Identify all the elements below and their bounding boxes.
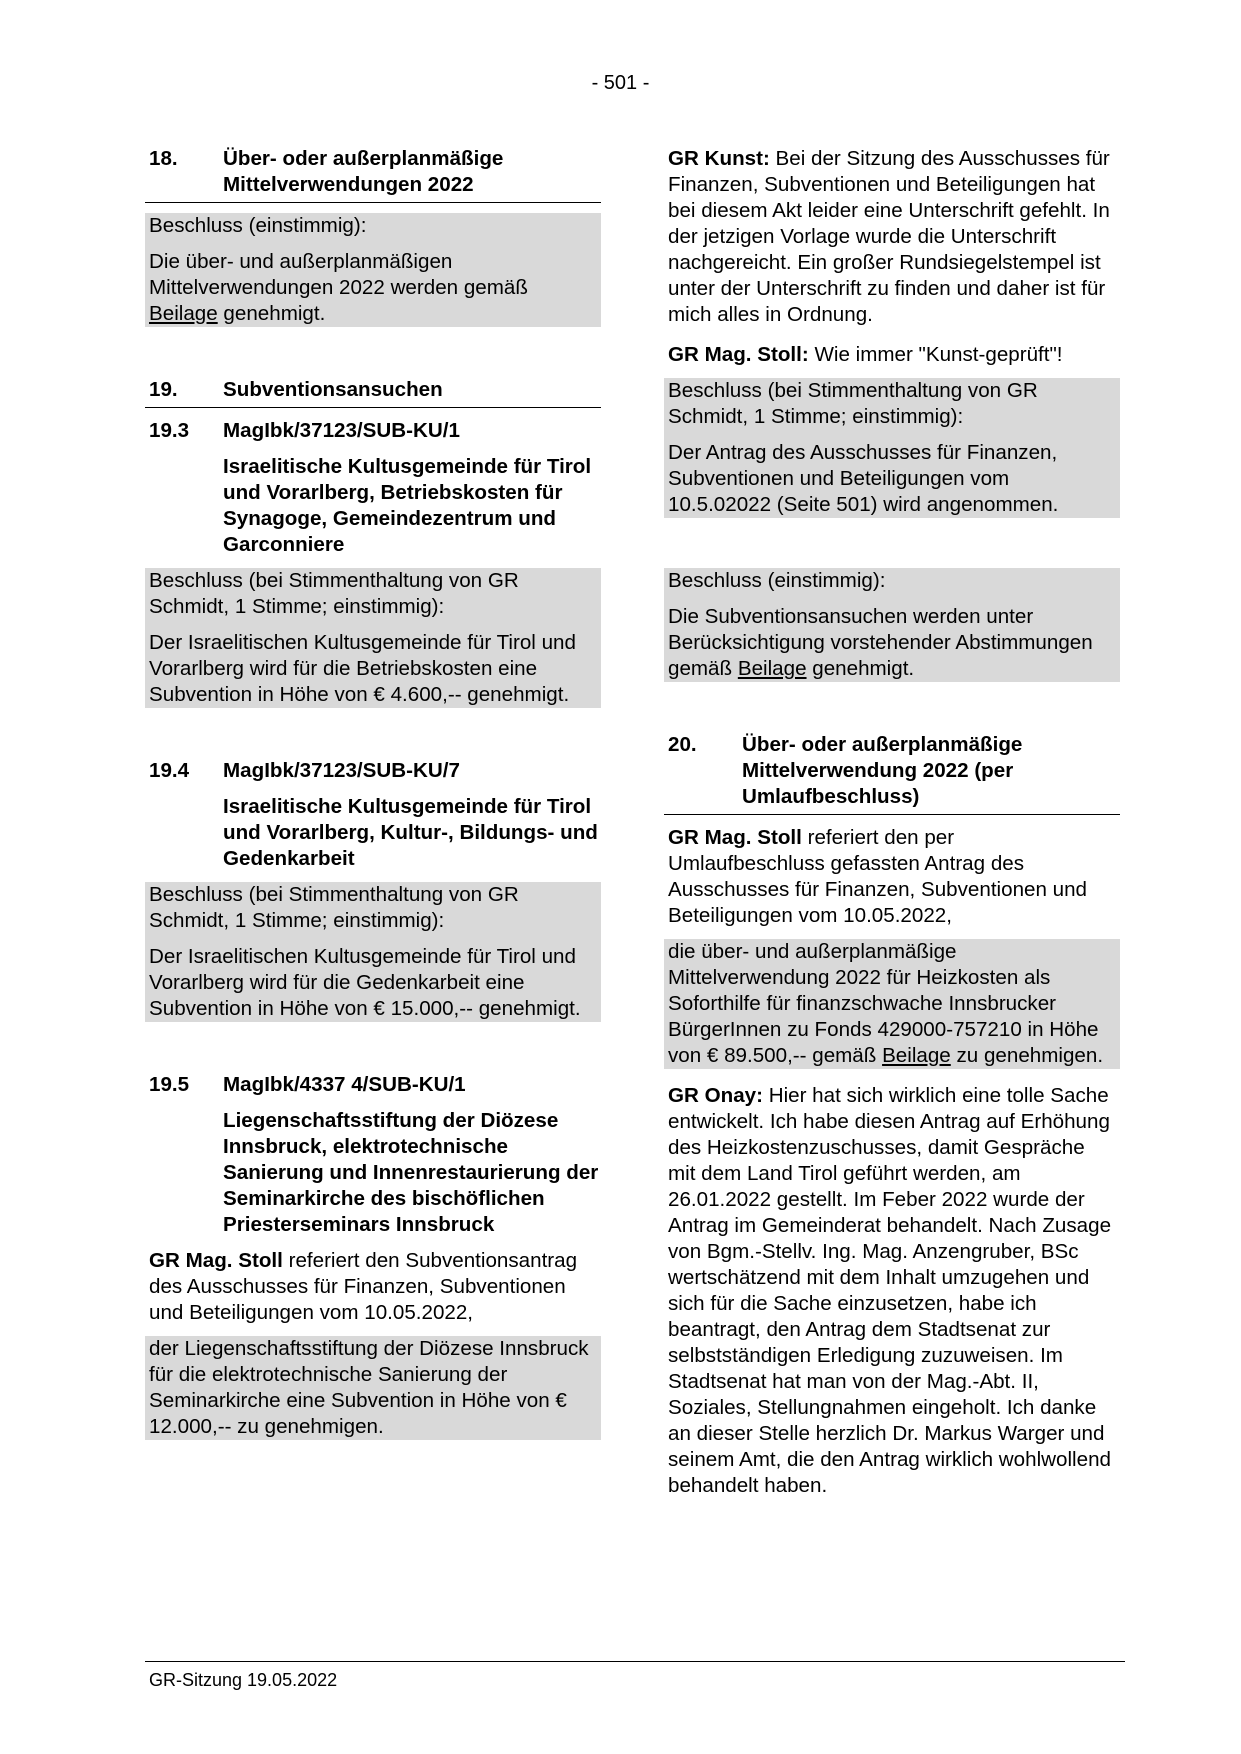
section-number: 19.5 [149, 1073, 190, 1096]
section-title: Über- oder außerplanmäßige Mittelverwendungen 2022 [223, 147, 504, 196]
speaker-name: GR Onay: [668, 1084, 763, 1107]
section-title: Subventionsansuchen [223, 378, 443, 401]
antrag-block-20 [664, 939, 1120, 1069]
beschluss-label: Beschluss (einstimmig): [149, 214, 367, 237]
speaker-name: GR Mag. Stoll: [668, 343, 809, 366]
beilage-link[interactable]: Beilage [149, 302, 218, 325]
speaker-paragraph-stoll: GR Mag. Stoll: Wie immer "Kunst-geprüft"! [668, 343, 1063, 366]
beilage-link[interactable]: Beilage [737, 657, 807, 680]
section-20-heading [664, 732, 1120, 815]
section-title: MagIbk/37123/SUB-KU/7 [223, 759, 460, 782]
speaker-paragraph: GR Mag. Stoll referiert den per Umlaufbeschluss gefassten Antrag des Ausschusses für Finanzen, Subventionen und Beteiligungen vom 10.05.2022, [668, 826, 1088, 927]
section-19-4-heading [145, 758, 601, 788]
speaker-name: GR Mag. Stoll [668, 826, 802, 849]
beschluss-label: Beschluss (bei Stimmenthaltung von GR Schmidt, 1 Stimme; einstimmig): [149, 883, 519, 932]
left-column [145, 146, 601, 1440]
beschluss-block-19 [664, 568, 1120, 682]
beschluss-label: Beschluss (bei Stimmenthaltung von GR Schmidt, 1 Stimme; einstimmig): [149, 569, 519, 618]
beschluss-block-18 [145, 213, 601, 327]
section-title: MagIbk/4337 4/SUB-KU/1 [223, 1073, 466, 1096]
section-19-3-heading [145, 418, 601, 448]
section-number: 20. [668, 733, 697, 756]
section-title: MagIbk/37123/SUB-KU/1 [223, 419, 460, 442]
section-19-5-heading [145, 1072, 601, 1102]
speaker-paragraph-kunst: GR Kunst: Bei der Sitzung des Ausschusses für Finanzen, Subventionen und Beteiligungen hat bei diesem Akt leider eine Unterschrift gefehlt. In der jetzigen Vorlage wurde die Unterschrift nachgereicht. Ein großer Rundsiegelstempel ist unter der Unterschrift zu finden und daher ist für mich alles in Ordnung. [668, 147, 1110, 326]
beschluss-label: Beschluss (einstimmig): [668, 569, 886, 592]
beschluss-block-19-3 [145, 568, 601, 708]
beilage-link[interactable]: Beilage [882, 1044, 951, 1067]
beschluss-text: Der Israelitischen Kultusgemeinde für Tirol und Vorarlberg wird für die Betriebskosten eine Subvention in Höhe von € 4.600,-- genehmigt. [149, 631, 576, 706]
speaker-paragraph: GR Mag. Stoll referiert den Subventionsantrag des Ausschusses für Finanzen, Subventionen und Beteiligungen vom 10.05.2022, [149, 1249, 578, 1324]
beschluss-text: Die über- und außerplanmäßigen Mittelverwendungen 2022 werden gemäß Beilage genehmigt. [149, 250, 528, 325]
antrag-text: der Liegenschaftsstiftung der Diözese Innsbruck für die elektrotechnische Sanierung der Seminarkirche eine Subvention in Höhe von € 12.000,-- zu genehmigen. [149, 1337, 589, 1438]
section-number: 19.4 [149, 759, 190, 782]
section-number: 19. [149, 378, 178, 401]
beschluss-text: Der Israelitischen Kultusgemeinde für Tirol und Vorarlberg wird für die Gedenkarbeit eine Subvention in Höhe von € 15.000,-- genehmigt. [149, 945, 581, 1020]
section-18-heading [145, 146, 601, 203]
beschluss-label: Beschluss (bei Stimmenthaltung von GR Schmidt, 1 Stimme; einstimmig): [668, 379, 1038, 428]
antrag-text: die über- und außerplanmäßige Mittelverwendung 2022 für Heizkosten als Soforthilfe für finanzschwache Innsbrucker BürgerInnen zu Fonds 429000-757210 in Höhe von € 89.500,-- gemäß Beilage zu genehmigen. [668, 940, 1104, 1067]
section-subtitle: Israelitische Kultusgemeinde für Tirol und Vorarlberg, Betriebskosten für Synagoge, Gemeindezentrum und Garconniere [223, 455, 592, 556]
footer-text: GR-Sitzung 19.05.2022 [149, 1670, 338, 1690]
page-number: - 501 - [591, 72, 650, 94]
section-number: 18. [149, 147, 178, 170]
antrag-block-19-5 [145, 1336, 601, 1440]
footer-rule [145, 1661, 1125, 1662]
beschluss-text: Die Subventionsansuchen werden unter Berücksichtigung vorstehender Abstimmungen gemäß Beilage genehmigt. [668, 605, 1093, 680]
beschluss-block-kunst [664, 378, 1120, 518]
section-number: 19.3 [149, 419, 190, 442]
beschluss-block-19-4 [145, 882, 601, 1022]
beschluss-text: Der Antrag des Ausschusses für Finanzen, Subventionen und Beteiligungen vom 10.5.02022 (Seite 501) wird angenommen. [668, 441, 1059, 516]
right-column [664, 146, 1120, 1499]
section-title: Über- oder außerplanmäßige Mittelverwendung 2022 (per Umlaufbeschluss) [742, 733, 1023, 808]
speaker-paragraph-onay: GR Onay: Hier hat sich wirklich eine tolle Sache entwickelt. Ich habe diesen Antrag auf Erhöhung des Heizkostenzuschusses, damit Gespräche mit dem Land Tirol geführt werden, am 26.01.2022 gestellt. Im Feber 2022 wurde der Antrag im Gemeinderat behandelt. Nach Zusage von Bgm.-Stellv. Ing. Mag. Anzengruber, BSc wertschätzend mit dem Inhalt umzugehen und sich für die Sache einzusetzen, habe ich beantragt, den Antrag dem Stadtsenat zur selbstständigen Erledigung zuzuweisen. Im Stadtsenat hat man von der Mag.-Abt. II, Soziales, Stellungnahmen eingeholt. Ich danke an dieser Stelle herzlich Dr. Markus Warger und seinem Amt, die den Antrag wirklich wohlwollend behandelt haben. [668, 1084, 1112, 1497]
speaker-name: GR Kunst: [668, 147, 770, 170]
section-subtitle: Liegenschaftsstiftung der Diözese Innsbruck, elektrotechnische Sanierung und Innenrestaurierung der Seminarkirche des bischöflichen Priesterseminars Innsbruck [223, 1109, 599, 1236]
section-19-heading [145, 377, 601, 408]
section-subtitle: Israelitische Kultusgemeinde für Tirol und Vorarlberg, Kultur-, Bildungs- und Gedenkarbeit [223, 795, 598, 870]
speaker-name: GR Mag. Stoll [149, 1249, 283, 1272]
